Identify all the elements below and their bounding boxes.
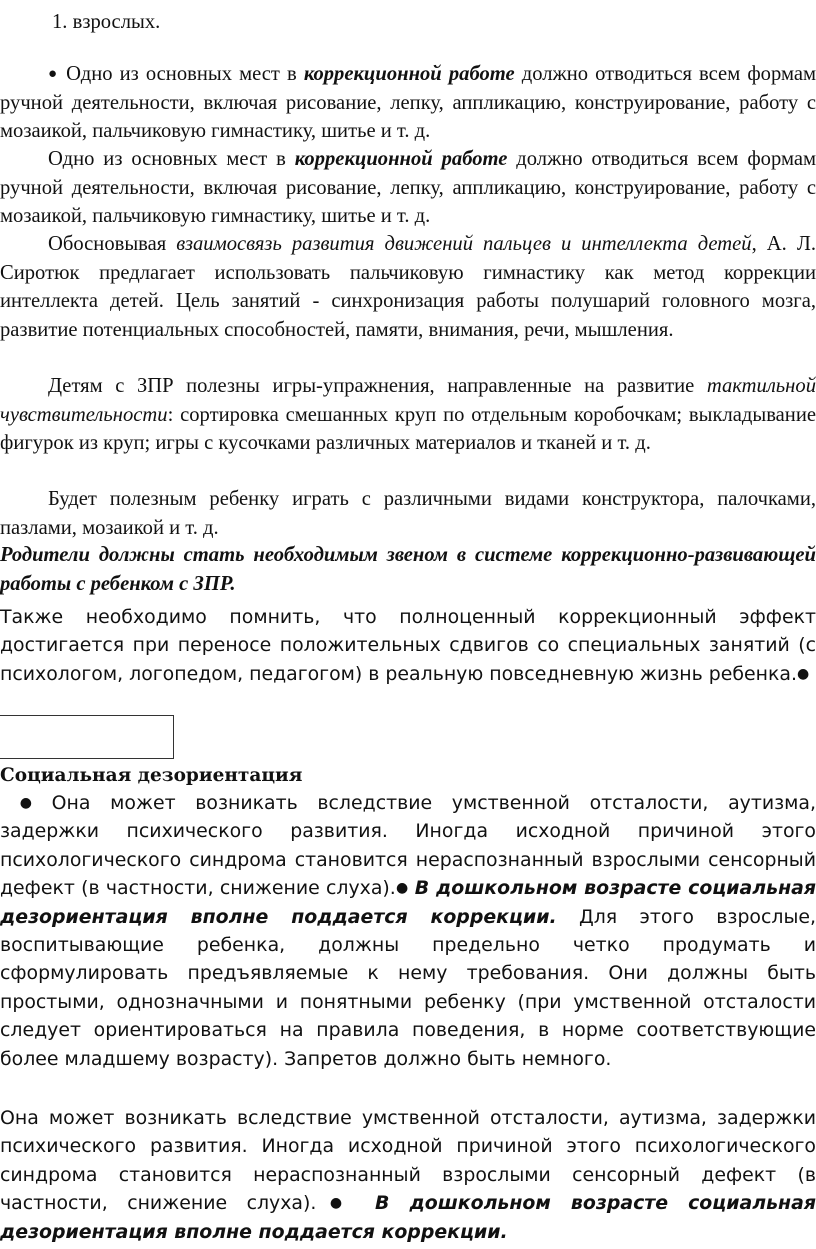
paragraph-finger-gymnastics — [0, 230, 816, 344]
emphasis-text: коррекционной работе — [303, 63, 515, 85]
bullet-icon: ● — [316, 1195, 356, 1212]
paragraph-text: Она может возникать вследствие умственной отсталости, аутизма, задержки психического развития. Иногда исходной причиной этого психологического синдрома становится нераспознанный взрослыми сенсорный дефект (в частности, снижение слуха). — [0, 1107, 816, 1215]
emphasis-text: В дошкольном возрасте социальная дезориентация вполне поддается коррекции. — [0, 1192, 816, 1243]
paragraph-manual-activity — [0, 145, 816, 231]
paragraph-correction-effect — [0, 603, 816, 688]
emphasis-text: коррекционной работе — [294, 148, 508, 170]
bullet-icon: ● — [19, 795, 32, 811]
paragraph-text: Детям с ЗПР полезны игры-упражнения, направленные на развитие — [48, 375, 707, 397]
section-heading-social-disorientation: Социальная дезориентация — [0, 765, 303, 786]
bullet-icon: ● — [48, 66, 60, 82]
paragraph-text: Она может возникать вследствие умственной отсталости, аутизма, задержки психического развития. Иногда исходной причиной этого психологического синдрома становится нераспознанный взрослыми сенсорный дефект (в частности, снижение слуха). — [0, 792, 816, 900]
paragraph-manual-activity-bulleted — [0, 60, 816, 146]
bullet-icon: ● — [395, 880, 409, 897]
paragraph-social-disorientation-repeat — [0, 1104, 816, 1246]
paragraph-text: должно отводиться всем формам ручной деятельности, включая рисование, лепку, аппликацию, конструирование, работу с мозаикой, пальчиковую гимнастику, шитье и т. д. — [0, 148, 816, 227]
list-item-adults: 1. взрослых. — [52, 11, 161, 33]
paragraph-text: , А. Л. Сиротюк предлагает использовать пальчиковую гимнастику как метод коррекции интеллекта детей. Цель занятий - синхронизация работы полушарий головного мозга, развитие потенциальных способностей, памяти, внимания, речи, мышления. — [0, 233, 816, 341]
paragraph-text: Для этого взрослые, воспитывающие ребенка, должны предельно четко продумать и сформулировать предъявляемые к нему требования. Они должны быть простыми, однозначными и понятными ребенку (при умственной отсталости следует ориентироваться на правила поведения, в норме соответствующие более младшему возрасту). Запретов должно быть немного. — [0, 905, 816, 1070]
paragraph-constructor-play: Будет полезным ребенку играть с различными видами конструктора, палочками, пазлами, мозаикой и т. д. — [0, 488, 816, 539]
bullet-icon: ● — [796, 665, 810, 682]
italic-text: взаимосвязь развития движений пальцев и интеллекта детей — [176, 233, 752, 255]
paragraph-text: Обосновывая — [48, 233, 177, 255]
paragraph-text: : сортировка смешанных круп по отдельным коробочкам; выкладывание фигурок из круп; игры с кусочками различных материалов и тканей и т. д. — [0, 403, 816, 454]
empty-text-box — [0, 715, 174, 759]
emphasis-text: В дошкольном возрасте социальная дезориентация вполне поддается коррекции. — [0, 877, 816, 928]
italic-text: тактильной чувствительности — [0, 375, 816, 426]
indent-spacer — [0, 789, 32, 817]
paragraph-text: Одно из основных мест в — [66, 63, 304, 85]
paragraph-text: Одно из основных мест в — [48, 148, 295, 170]
paragraph-text: Также необходимо помнить, что полноценный коррекционный эффект достигается при переносе положительных сдвигов со специальных занятий (с психологом, логопедом, педагогом) в реальную повседневную жизнь ребенка. — [0, 606, 816, 685]
paragraph-text: должно отводиться всем формам ручной деятельности, включая рисование, лепку, аппликацию, конструирование, работу с мозаикой, пальчиковую гимнастику, шитье и т. д. — [0, 63, 816, 142]
parents-heading: Родители должны стать необходимым звеном в системе коррекционно-развивающей работы с ребенком с ЗПР. — [0, 544, 816, 595]
paragraph-tactile-games — [0, 372, 816, 458]
paragraph-social-disorientation-bulleted — [0, 789, 816, 1073]
